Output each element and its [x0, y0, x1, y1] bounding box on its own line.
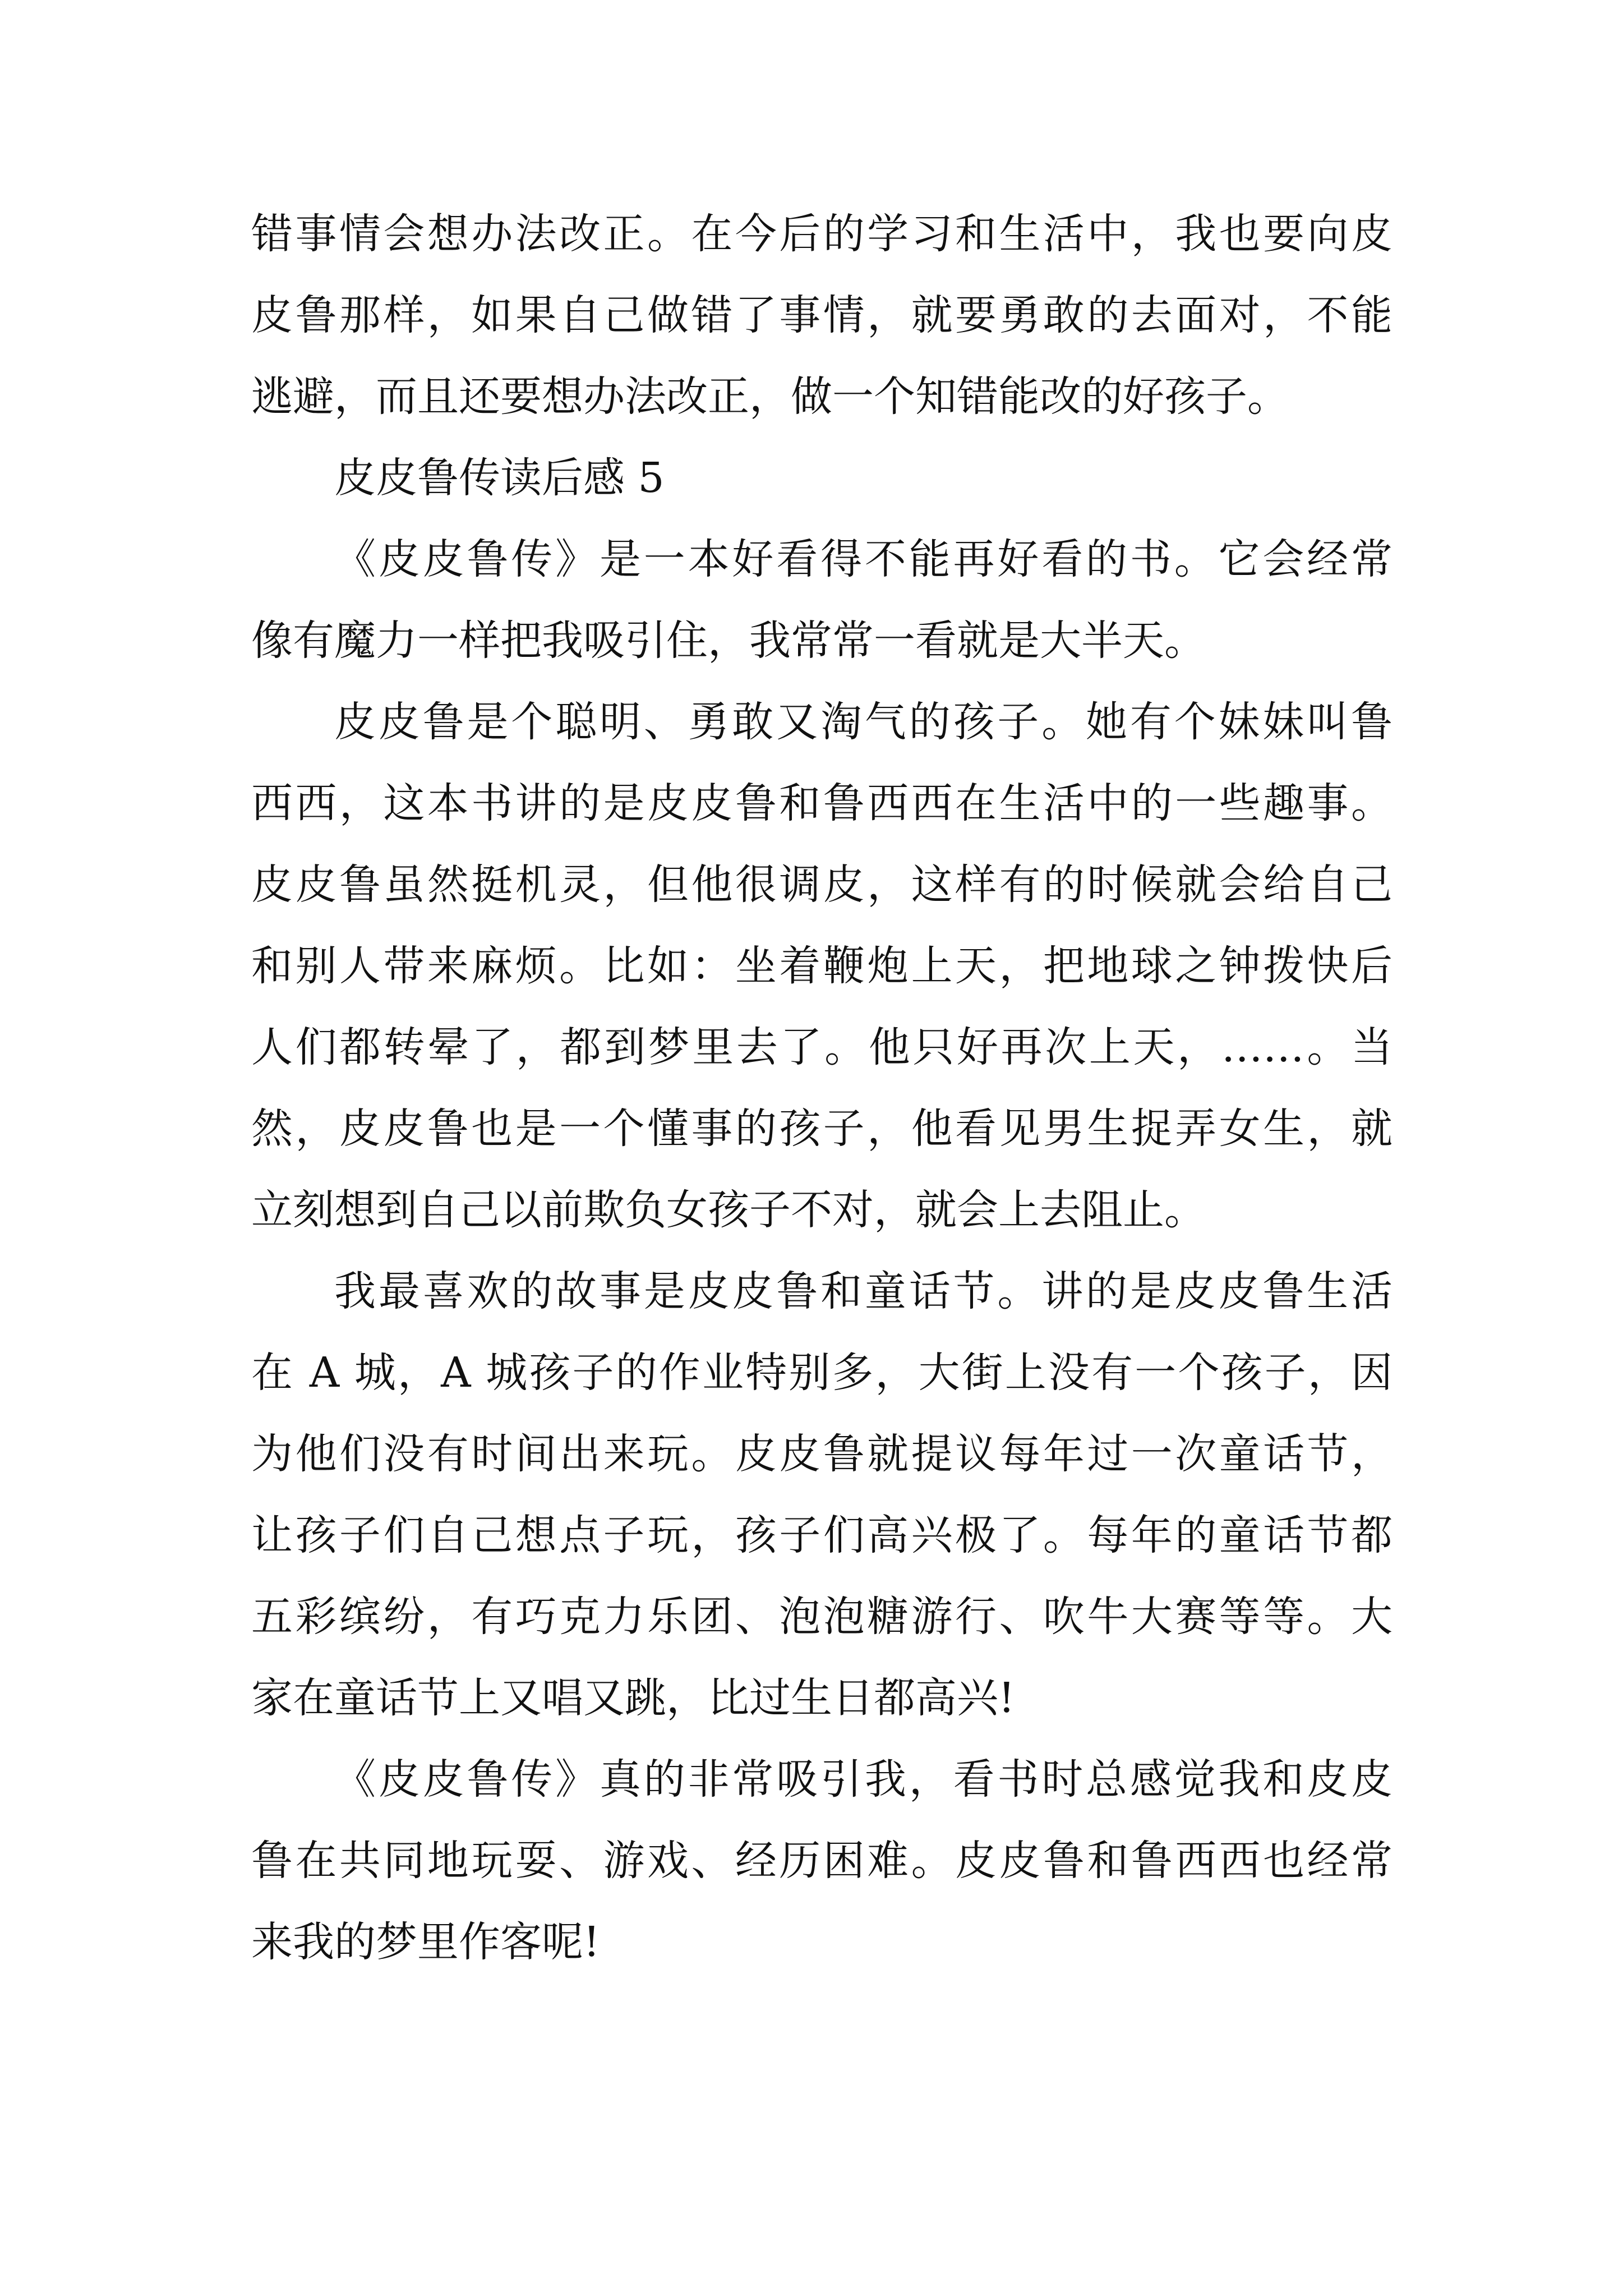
text-line: 立刻想到自己以前欺负女孩子不对，就会上去阻止。: [251, 1186, 1206, 1234]
text-line: 五彩缤纷，有巧克力乐团、泡泡糖游行、吹牛大赛等等。大: [251, 1593, 1393, 1641]
text-line: 鲁在共同地玩耍、游戏、经历困难。皮皮鲁和鲁西西也经常: [251, 1837, 1393, 1885]
text-line: 皮鲁那样，如果自己做错了事情，就要勇敢的去面对，不能: [251, 291, 1393, 339]
text-line: 然，皮皮鲁也是一个懂事的孩子，他看见男生捉弄女生，就: [251, 1105, 1393, 1153]
paragraph-first-line: 《皮皮鲁传》真的非常吸引我，看书时总感觉我和皮皮: [334, 1755, 1393, 1803]
text-line: 为他们没有时间出来玩。皮皮鲁就提议每年过一次童话节，: [251, 1430, 1393, 1478]
section-heading: 皮皮鲁传读后感 5: [334, 454, 665, 502]
text-line: 像有魔力一样把我吸引住，我常常一看就是大半天。: [251, 616, 1206, 665]
text-line: 皮皮鲁虽然挺机灵，但他很调皮，这样有的时候就会给自己: [251, 861, 1393, 909]
text-line: 人们都转晕了，都到梦里去了。他只好再次上天，……。当: [251, 1023, 1393, 1071]
text-line: 西西，这本书讲的是皮皮鲁和鲁西西在生活中的一些趣事。: [251, 779, 1393, 827]
document-body: [251, 194, 1393, 1983]
text-line: 和别人带来麻烦。比如：坐着鞭炮上天，把地球之钟拨快后: [251, 942, 1393, 990]
text-line: 逃避，而且还要想办法改正，做一个知错能改的好孩子。: [251, 372, 1289, 421]
paragraph-first-line: 皮皮鲁是个聪明、勇敢又淘气的孩子。她有个妹妹叫鲁: [334, 698, 1393, 746]
text-line: 错事情会想办法改正。在今后的学习和生活中，我也要向皮: [251, 210, 1393, 258]
paragraph-first-line: 我最喜欢的故事是皮皮鲁和童话节。讲的是皮皮鲁生活: [334, 1267, 1393, 1315]
text-line: 在 A 城，A 城孩子的作业特别多，大街上没有一个孩子，因: [251, 1349, 1393, 1397]
paragraph-first-line: 《皮皮鲁传》是一本好看得不能再好看的书。它会经常: [334, 535, 1393, 583]
text-line: 让孩子们自己想点子玩，孩子们高兴极了。每年的童话节都: [251, 1511, 1393, 1559]
text-line: 来我的梦里作客呢!: [251, 1918, 600, 1966]
text-line: 家在童话节上又唱又跳，比过生日都高兴!: [251, 1674, 1015, 1722]
